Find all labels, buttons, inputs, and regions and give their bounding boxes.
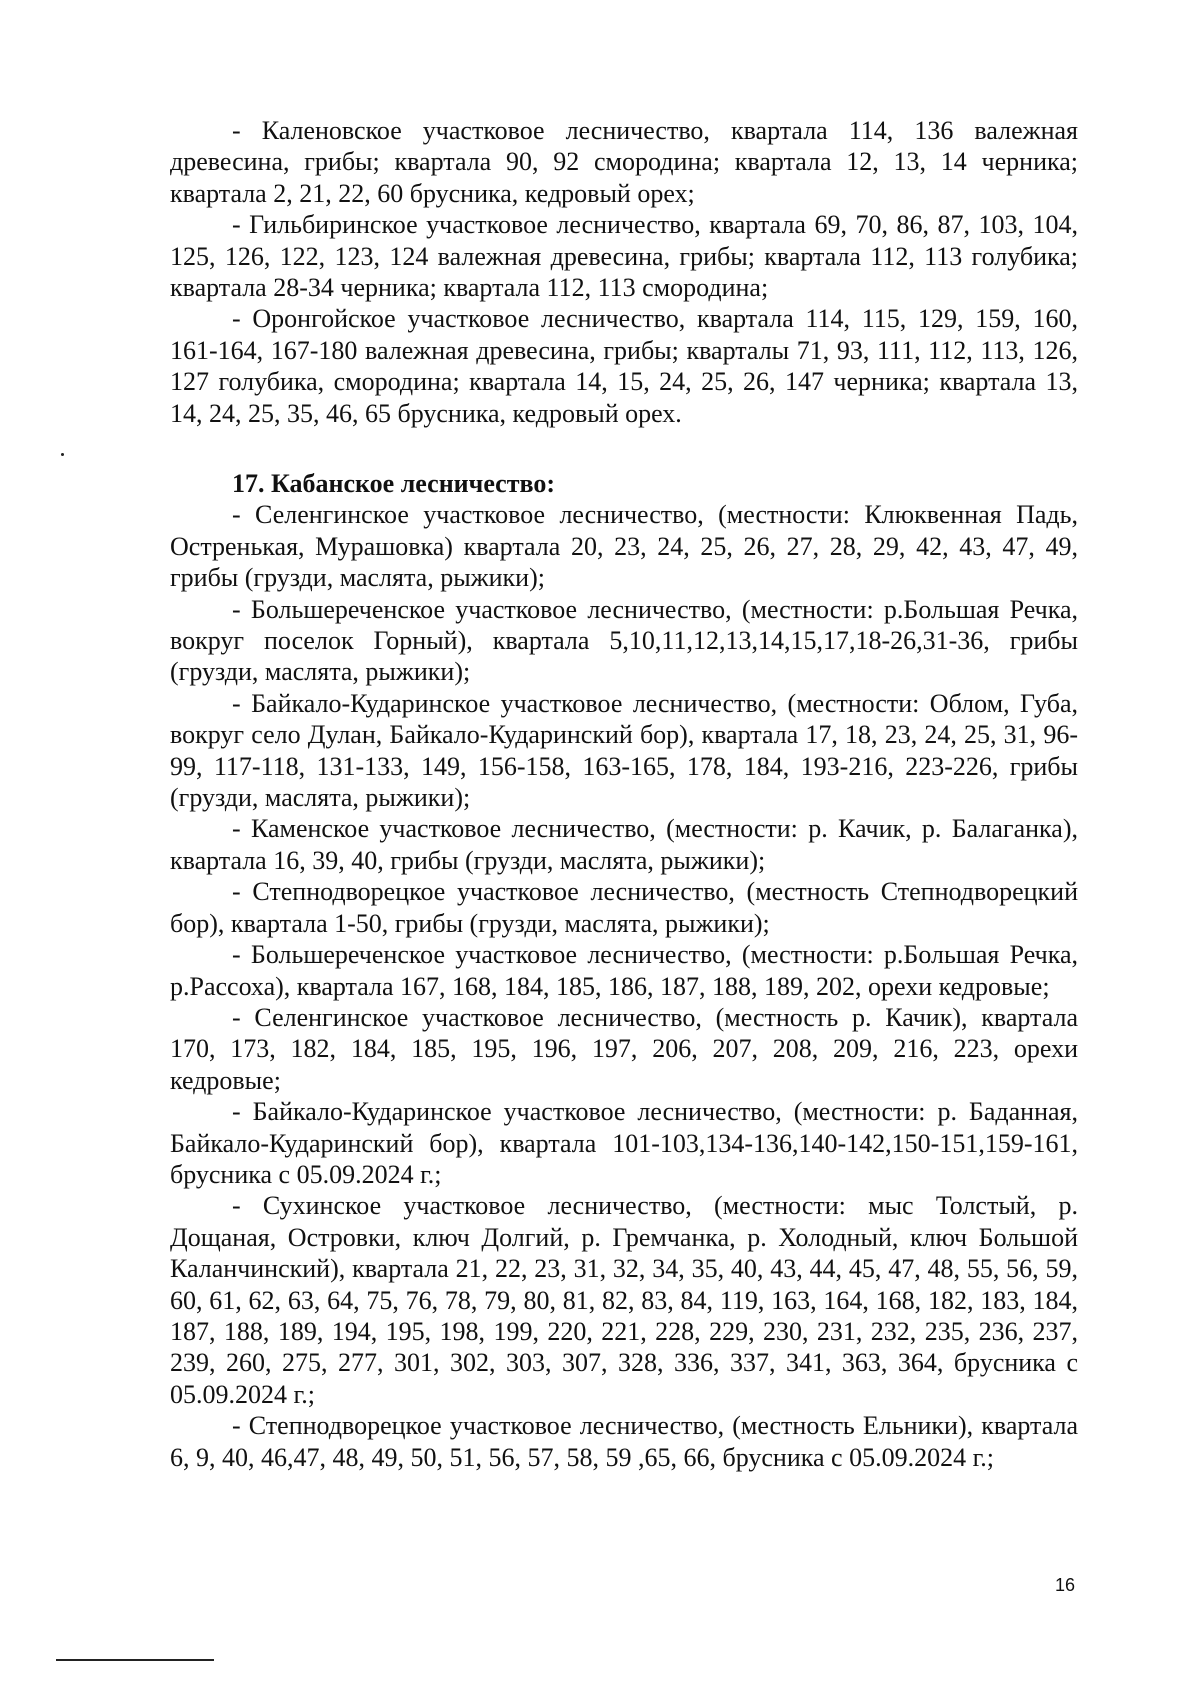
paragraph-orongoyskoe: - Оронгойское участковое лесничество, квартала 114, 115, 129, 159, 160, 161-164, 167-180 валежная древесина, грибы; кварталы 71, 93, 111, 112, 113, 126, 127 голубика, смородина; квартала 14, 15, 24, 25, 26, 147 черника; квартала 13, 14, 24, 25, 35, 46, 65 брусника, кедровый орех. [170,304,1078,428]
paragraph-baykalo-kudarinskoe-mushrooms: - Байкало-Кударинское участковое лесничество, (местности: Облом, Губа, вокруг село Дулан, Байкало-Кударинский бор), квартала 17, 18, 23, 24, 25, 31, 96-99, 117-118, 131-133, 149, 156-158, 163-165, 178, 184, 193-216, 223-226, грибы (грузди, маслята, рыжики); [170,688,1078,813]
paragraph-bolsherechenskoe-nuts: - Большереченское участковое лесничество, (местности: р.Большая Речка, р.Рассоха), квартала 167, 168, 184, 185, 186, 187, 188, 189, 202, орехи кедровые; [170,940,1078,1001]
paragraph-sukhinskoe-lingonberry: - Сухинское участковое лесничество, (местности: мыс Толстый, р. Дощаная, Островки, ключ Долгий, р. Гремчанка, р. Холодный, ключ Большой Каланчинский), квартала 21, 22, 23, 31, 32, 34, 35, 40, 43, 44, 45, 47, 48, 55, 56, 59, 60, 61, 62, 63, 64, 75, 76, 78, 79, 80, 81, 82, 83, 84, 119, 163, 164, 168, 182, 183, 184, 187, 188, 189, 194, 195, 198, 199, 220, 221, 228, 229, 230, 231, 232, 235, 236, 237, 239, 260, 275, 277, 301, 302, 303, 307, 328, 336, 337, 341, 363, 364, брусника с 05.09.2024 г.; [170,1191,1078,1409]
section-17-block [170,468,1078,1473]
paragraph-bolsherechenskoe-mushrooms: - Большереченское участковое лесничество, (местности: р.Большая Речка, вокруг поселок Горный), квартала 5,10,11,12,13,14,15,17,18-26,31-36, грибы (грузди, маслята, рыжики); [170,594,1078,687]
paragraph-selenginskoe-mushrooms: - Селенгинское участковое лесничество, (местности: Клюквенная Падь, Остренькая, Мурашовка) квартала 20, 23, 24, 25, 26, 27, 28, 29, 42, 43, 47, 49, грибы (грузди, маслята, рыжики); [170,500,1078,593]
margin-mark [61,453,64,456]
paragraph-selenginskoe-nuts: - Селенгинское участковое лесничество, (местность р. Качик), квартала 170, 173, 182, 184, 185, 195, 196, 197, 206, 207, 208, 209, 216, 223, орехи кедровые; [170,1002,1078,1095]
section-heading: 17. Кабанское лесничество: [232,469,556,498]
page-number: 16 [1055,1575,1076,1595]
paragraph-stepnodvoretskoe-lingonberry: - Степнодворецкое участковое лесничество, (местность Ельники), квартала 6, 9, 40, 46,47, 48, 49, 50, 51, 56, 57, 58, 59 ,65, 66, брусника с 05.09.2024 г.; [170,1411,1078,1472]
top-text-block [170,115,1078,429]
footer-rule [56,1659,214,1661]
paragraph-stepnodvoretskoe-mushrooms: - Степнодворецкое участковое лесничество, (местность Степнодворецкий бор), квартала 1-50, грибы (грузди, маслята, рыжики); [170,877,1078,938]
paragraph-kalenovskoe: - Каленовское участковое лесничество, квартала 114, 136 валежная древесина, грибы; квартала 90, 92 смородина; квартала 12, 13, 14 черника; квартала 2, 21, 22, 60 брусника, кедровый орех; [170,116,1078,208]
paragraph-kamenskoe: - Каменское участковое лесничество, (местности: р. Качик, р. Балаганка), квартала 16, 39, 40, грибы (грузди, маслята, рыжики); [170,814,1078,875]
paragraph-gilbirinskoe: - Гильбиринское участковое лесничество, квартала 69, 70, 86, 87, 103, 104, 125, 126, 122, 123, 124 валежная древесина, грибы; квартала 112, 113 голубика; квартала 28-34 черника; квартала 112, 113 смородина; [170,210,1078,303]
paragraph-baykalo-kudarinskoe-lingonberry: - Байкало-Кударинское участковое лесничество, (местности: р. Баданная, Байкало-Кударинский бор), квартала 101-103,134-136,140-142,150-151,159-161, брусника с 05.09.2024 г.; [170,1097,1078,1189]
